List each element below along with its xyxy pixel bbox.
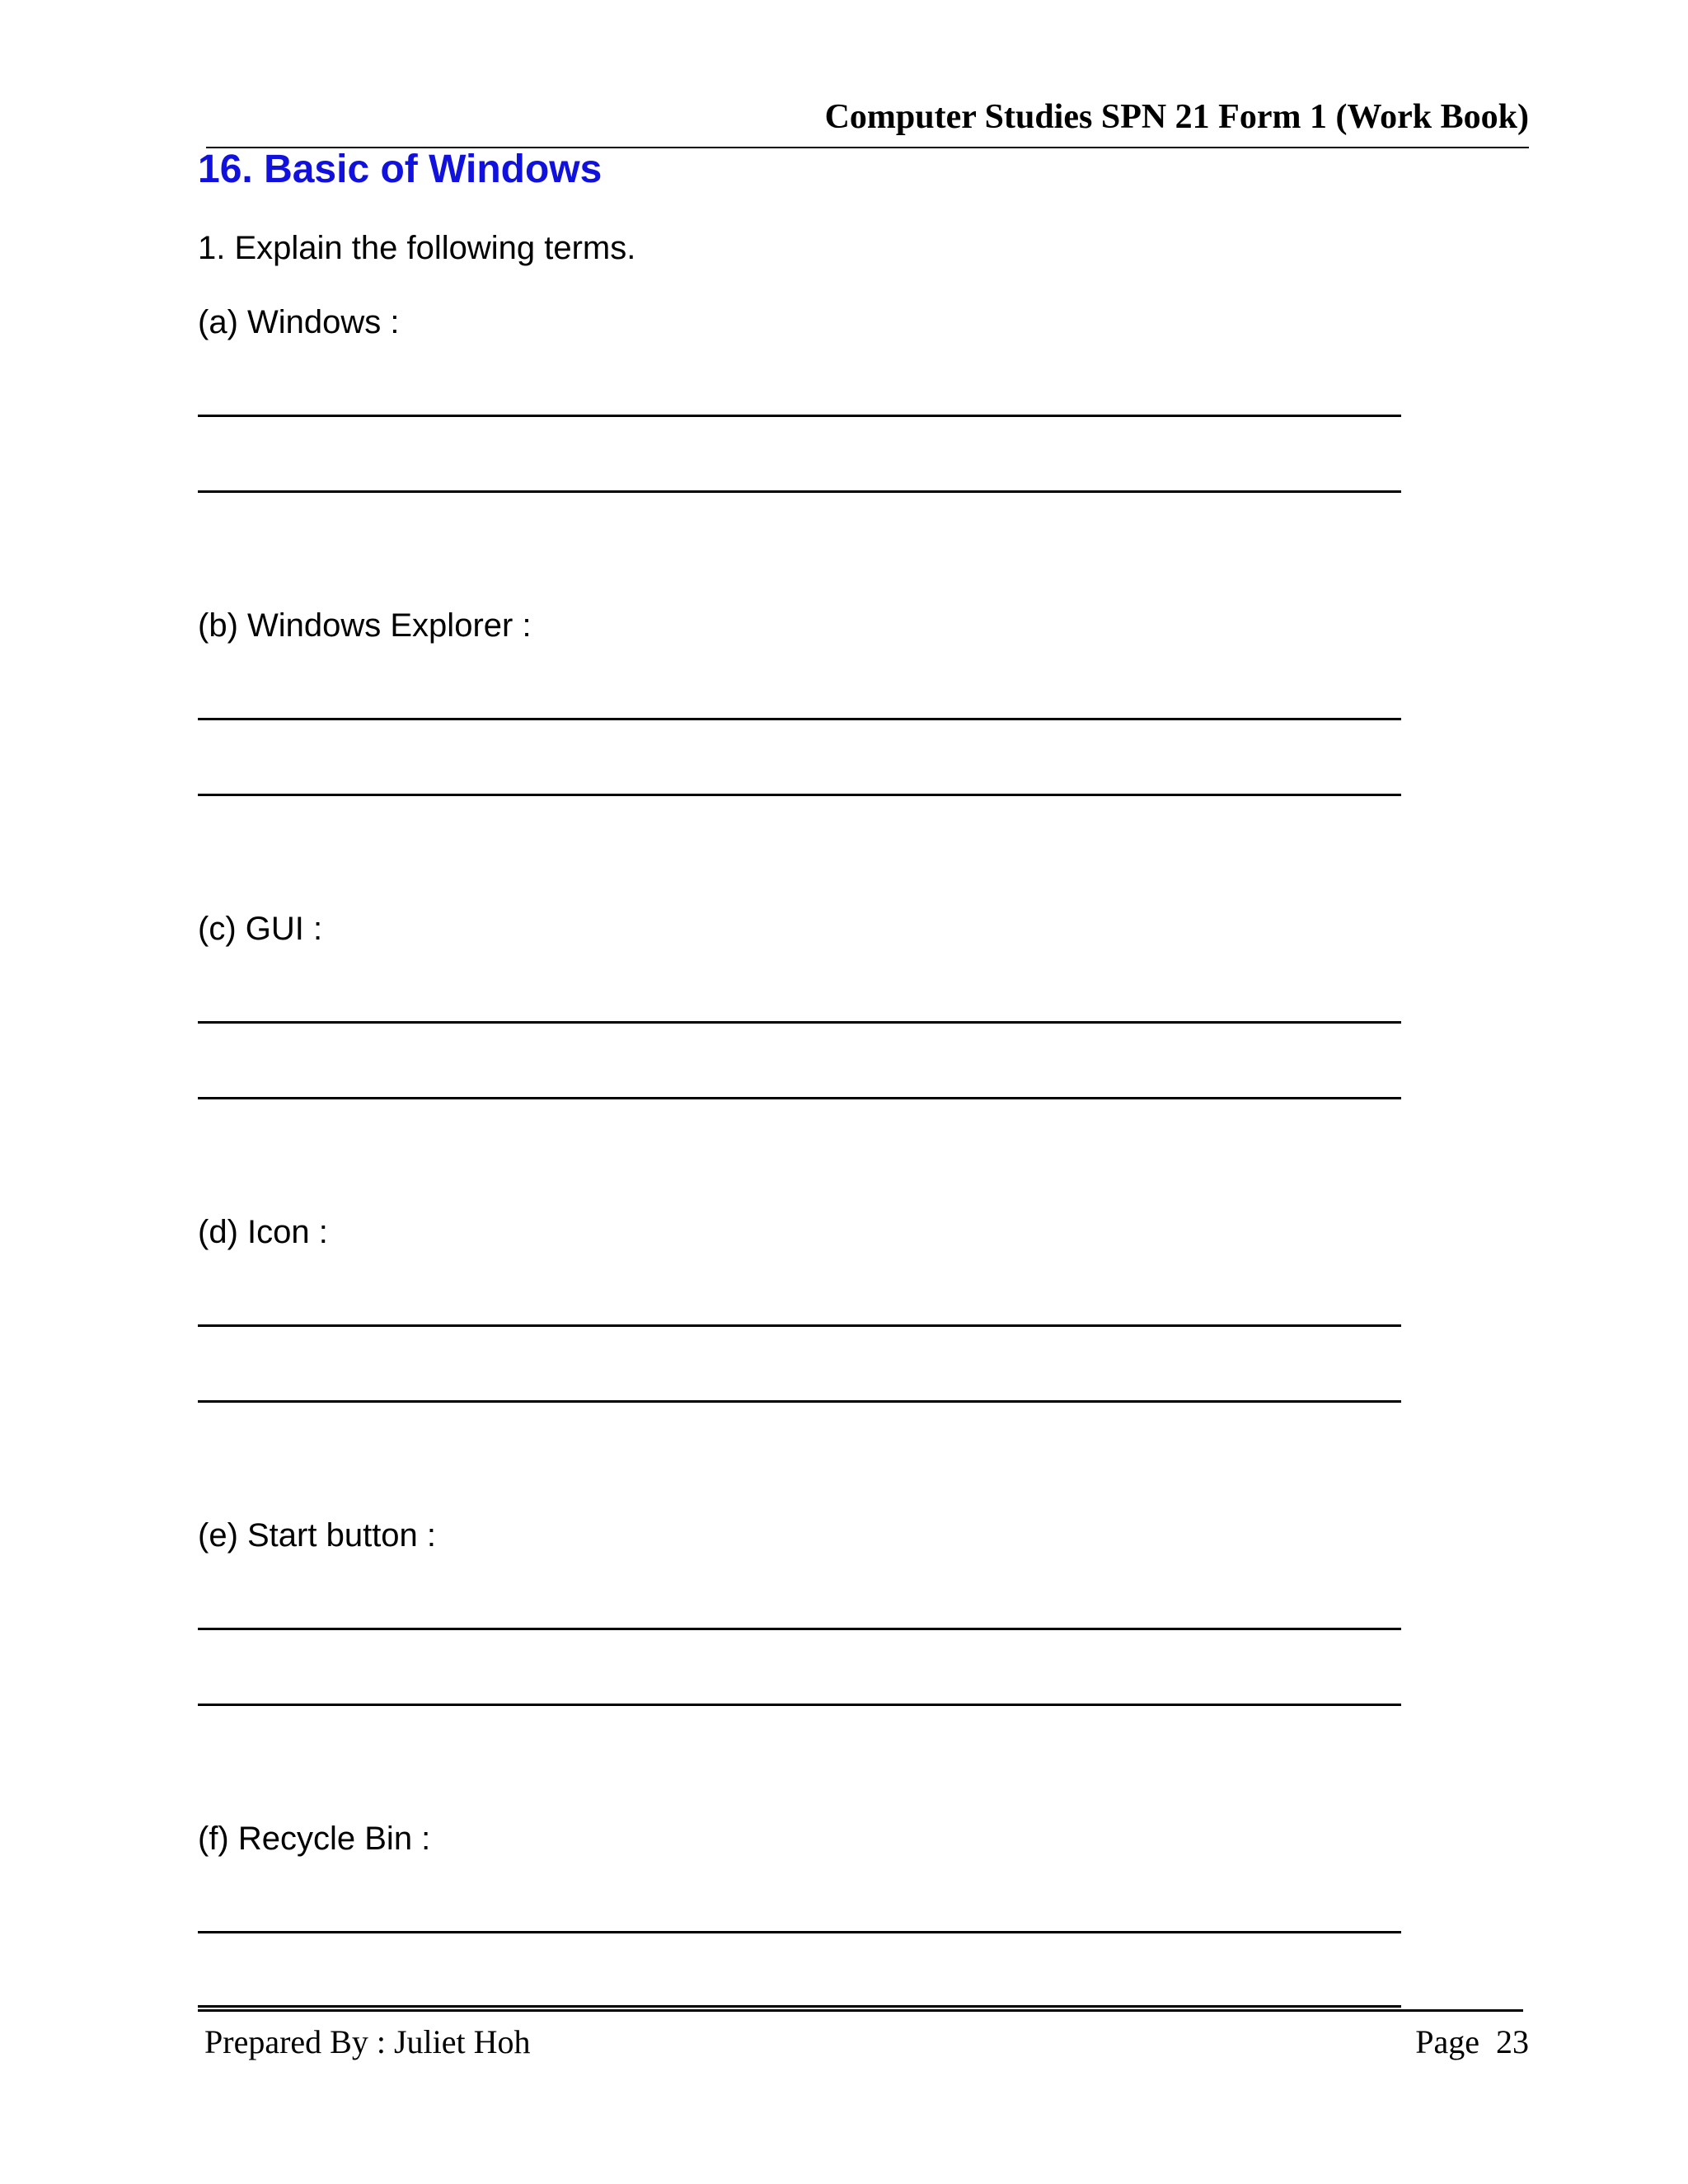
answer-line — [198, 490, 1401, 493]
term-icon — [198, 1209, 1401, 1481]
page-number: 23 — [1496, 2023, 1529, 2060]
footer-prepared-by: Prepared By : Juliet Hoh — [204, 2023, 531, 2060]
footer-divider — [198, 2009, 1523, 2012]
answer-line — [198, 2005, 1401, 2008]
answer-line — [198, 718, 1401, 720]
term-label: (d) Icon : — [198, 1214, 328, 1250]
footer-page — [1415, 2019, 1529, 2065]
answer-line — [198, 1628, 1401, 1630]
term-label: (e) Start button : — [198, 1517, 437, 1554]
answer-line — [198, 794, 1401, 796]
question-text: 1. Explain the following terms. — [198, 230, 636, 266]
term-label: (a) Windows : — [198, 304, 400, 340]
header-title: Computer Studies SPN 21 Form 1 (Work Book) — [824, 98, 1529, 136]
chapter-title: 16. Basic of Windows — [198, 148, 603, 191]
term-windows — [198, 299, 1401, 571]
term-windows-explorer — [198, 602, 1401, 874]
term-label: (f) Recycle Bin : — [198, 1821, 431, 1857]
answer-line — [198, 1704, 1401, 1706]
term-gui — [198, 906, 1401, 1178]
answer-line — [198, 415, 1401, 417]
answer-line — [198, 1931, 1401, 1933]
answer-line — [198, 1324, 1401, 1327]
term-label: (b) Windows Explorer : — [198, 607, 532, 644]
answer-line — [198, 1400, 1401, 1403]
term-label: (c) GUI : — [198, 911, 323, 947]
answer-line — [198, 1021, 1401, 1024]
answer-line — [198, 1097, 1401, 1099]
term-start-button — [198, 1512, 1401, 1784]
page-label: Page — [1415, 2023, 1479, 2060]
